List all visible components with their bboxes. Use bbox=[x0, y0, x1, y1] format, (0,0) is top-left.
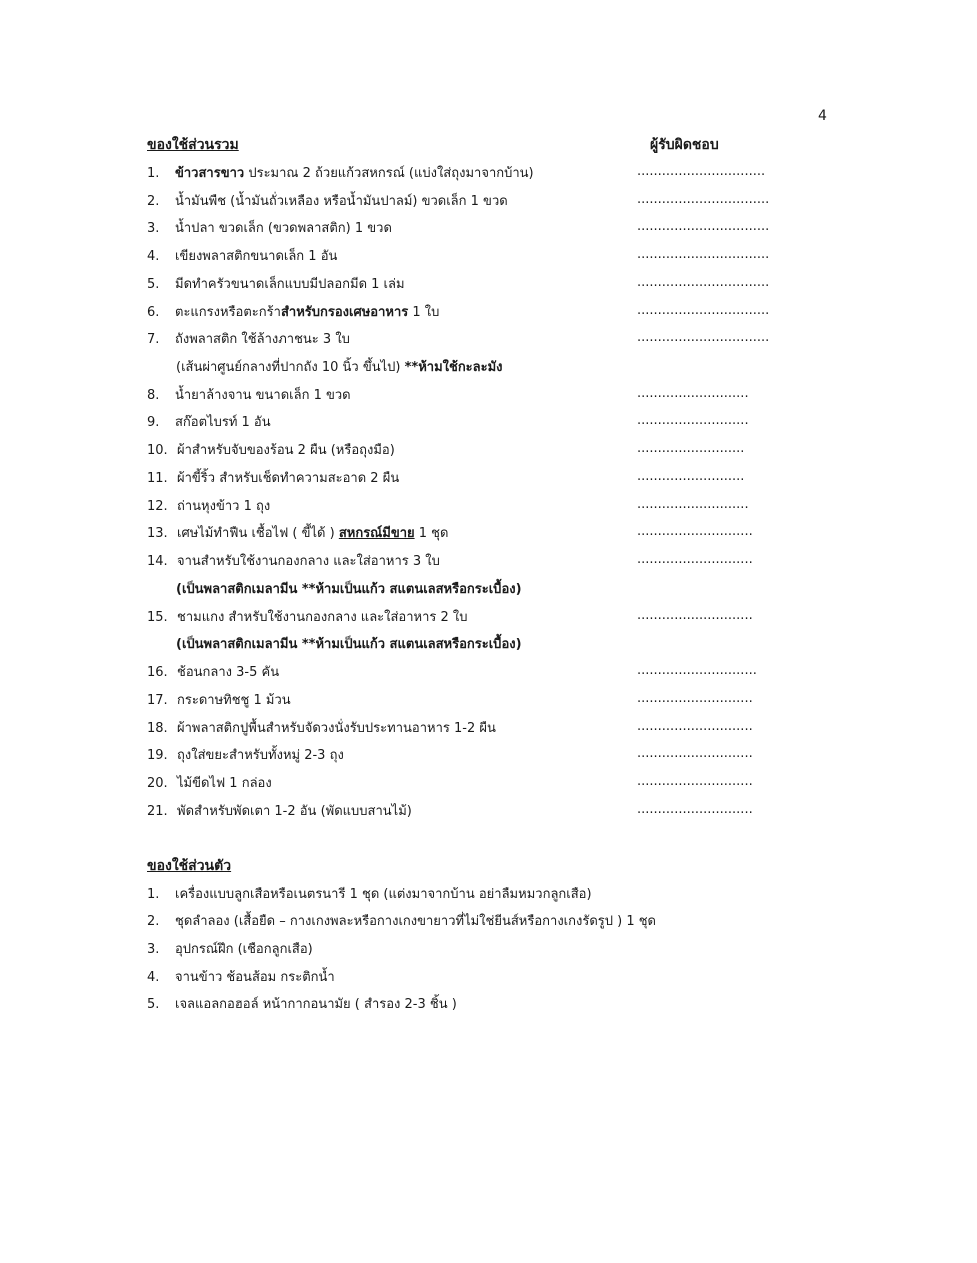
item-text: เครื่องแบบลูกเสือหรือเนตรนารี 1 ชุด (แต่งมาจากบ้าน อย่าลืมหมวกลูกเสือ) bbox=[175, 887, 592, 902]
responsible-blank: ............................ bbox=[637, 608, 753, 623]
item-text: ถ่านหุงข้าว 1 ถุง bbox=[177, 499, 271, 514]
list-item bbox=[147, 550, 440, 572]
list-item bbox=[147, 190, 508, 212]
responsible-blank: ............................. bbox=[637, 663, 757, 678]
item-bold: ข้าวสารขาว bbox=[175, 166, 245, 181]
item-text: กระดาษทิชชู 1 ม้วน bbox=[177, 693, 291, 708]
responsible-blank: ................................ bbox=[637, 247, 770, 262]
item-text: 1 ใบ bbox=[408, 305, 440, 320]
item-number: 14. bbox=[147, 554, 168, 569]
item-number: 8. bbox=[147, 388, 160, 403]
list-item bbox=[147, 301, 439, 323]
list-item bbox=[147, 162, 534, 184]
responsible-blank: ................................ bbox=[637, 219, 770, 234]
item-text: จานสำหรับใช้งานกองกลาง และใส่อาหาร 3 ใบ bbox=[177, 554, 440, 569]
item-text: สก๊อตไบรท์ 1 อัน bbox=[175, 415, 271, 430]
item-text: ชามแกง สำหรับใช้งานกองกลาง และใส่อาหาร 2 ใบ bbox=[177, 610, 468, 625]
item-number: 17. bbox=[147, 693, 168, 708]
list-item bbox=[147, 606, 468, 628]
list-item bbox=[147, 772, 272, 794]
item-note: (เป็นพลาสติกเมลามีน **ห้ามเป็นแก้ว สแตนเลสหรือกระเบื้อง) bbox=[176, 582, 522, 597]
item-text: ถังพลาสติก ใช้ล้างภาชนะ 3 ใบ bbox=[175, 332, 350, 347]
item-number: 9. bbox=[147, 415, 160, 430]
item-text: ตะแกรงหรือตะกร้า bbox=[175, 305, 281, 320]
item-number: 16. bbox=[147, 665, 168, 680]
item-text: ผ้าพลาสติกปูพื้นสำหรับจัดวงนั่งรับประทานอาหาร 1-2 ผืน bbox=[177, 721, 496, 736]
responsible-blank: ............................ bbox=[637, 746, 753, 761]
item-number: 1. bbox=[147, 887, 160, 902]
list-item bbox=[147, 245, 337, 267]
list-item bbox=[147, 938, 313, 960]
item-text: น้ำยาล้างจาน ขนาดเล็ก 1 ขวด bbox=[175, 388, 351, 403]
item-text: เขียงพลาสติกขนาดเล็ก 1 อัน bbox=[175, 249, 338, 264]
list-item bbox=[147, 993, 457, 1015]
responsible-blank: ................................ bbox=[637, 192, 770, 207]
item-number: 1. bbox=[147, 166, 160, 181]
item-number: 13. bbox=[147, 526, 168, 541]
item-number: 10. bbox=[147, 443, 168, 458]
item-number: 7. bbox=[147, 332, 160, 347]
responsible-blank: ............................... bbox=[637, 164, 766, 179]
item-text: อุปกรณ์ฝึก (เชือกลูกเสือ) bbox=[175, 942, 313, 957]
item-text: ชุดลำลอง (เสื้อยืด – กางเกงพละหรือกางเกงขายาวที่ไม่ใช่ยีนส์หรือกางเกงรัดรูป ) 1 ชุด bbox=[175, 914, 656, 929]
page-number: 4 bbox=[818, 108, 827, 124]
personal-items-title: ของใช้ส่วนตัว bbox=[147, 858, 232, 874]
note-bold: **ห้ามใช้กะละมัง bbox=[404, 360, 503, 375]
item-number: 21. bbox=[147, 804, 168, 819]
item-number: 3. bbox=[147, 221, 160, 236]
responsible-blank: .......................... bbox=[637, 469, 745, 484]
item-text: เศษไม้ทำฟืน เชื้อไฟ ( ขี้ได้ ) bbox=[177, 526, 339, 541]
responsible-blank: ............................ bbox=[637, 774, 753, 789]
item-text: ถุงใส่ขยะสำหรับทั้งหมู่ 2-3 ถุง bbox=[177, 748, 344, 763]
list-item bbox=[147, 910, 656, 932]
list-item bbox=[147, 689, 291, 711]
item-number: 6. bbox=[147, 305, 160, 320]
item-number: 15. bbox=[147, 610, 168, 625]
list-item bbox=[147, 883, 592, 905]
item-text: จานข้าว ช้อนส้อม กระติกน้ำ bbox=[175, 970, 335, 985]
item-number: 4. bbox=[147, 970, 160, 985]
list-item bbox=[147, 384, 351, 406]
list-item bbox=[147, 522, 448, 544]
item-number: 20. bbox=[147, 776, 168, 791]
item-number: 4. bbox=[147, 249, 160, 264]
item-note: (เป็นพลาสติกเมลามีน **ห้ามเป็นแก้ว สแตนเลสหรือกระเบื้อง) bbox=[176, 637, 522, 652]
responsible-blank: ................................ bbox=[637, 303, 770, 318]
item-number: 2. bbox=[147, 194, 160, 209]
item-note bbox=[176, 356, 503, 377]
item-number: 12. bbox=[147, 499, 168, 514]
item-bold: สำหรับกรองเศษอาหาร bbox=[280, 305, 409, 320]
item-text: พัดสำหรับพัดเตา 1-2 อัน (พัดแบบสานไม้) bbox=[177, 804, 412, 819]
list-item bbox=[147, 411, 271, 433]
item-bold-underline: สหกรณ์มีขาย bbox=[338, 526, 415, 541]
list-item bbox=[147, 439, 395, 461]
responsible-blank: ................................ bbox=[637, 275, 770, 290]
list-item bbox=[147, 717, 496, 739]
list-item bbox=[147, 273, 405, 295]
list-item bbox=[147, 467, 399, 489]
responsible-blank: ............................ bbox=[637, 552, 753, 567]
item-number: 18. bbox=[147, 721, 168, 736]
item-text: น้ำปลา ขวดเล็ก (ขวดพลาสติก) 1 ขวด bbox=[175, 221, 392, 236]
responsible-blank: ............................ bbox=[637, 719, 753, 734]
note-text: (เส้นผ่าศูนย์กลางที่ปากถัง 10 นิ้ว ขึ้นไป) bbox=[176, 360, 405, 375]
item-text: มีดทำครัวขนาดเล็กแบบมีปลอกมีด 1 เล่ม bbox=[175, 277, 405, 292]
item-text: ผ้าขี้ริ้ว สำหรับเช็ดทำความสะอาด 2 ผืน bbox=[177, 471, 400, 486]
responsible-blank: ............................ bbox=[637, 691, 753, 706]
responsible-header: ผู้รับผิดชอบ bbox=[650, 137, 719, 153]
item-text: เจลแอลกอฮอล์ หน้ากากอนามัย ( สำรอง 2-3 ชิ้น ) bbox=[175, 997, 457, 1012]
item-number: 5. bbox=[147, 997, 160, 1012]
item-text: ไม้ขีดไฟ 1 กล่อง bbox=[177, 776, 272, 791]
responsible-blank: ................................ bbox=[637, 330, 770, 345]
responsible-blank: ............................ bbox=[637, 524, 753, 539]
responsible-blank: .......................... bbox=[637, 441, 745, 456]
responsible-blank: ........................... bbox=[637, 497, 749, 512]
list-item bbox=[147, 966, 335, 988]
item-text: ประมาณ 2 ถ้วยแก้วสหกรณ์ (แบ่งใส่ถุงมาจากบ้าน) bbox=[244, 166, 534, 181]
list-item bbox=[147, 217, 392, 239]
item-number: 3. bbox=[147, 942, 160, 957]
list-item bbox=[147, 328, 350, 350]
responsible-blank: ........................... bbox=[637, 386, 749, 401]
item-number: 11. bbox=[147, 471, 168, 486]
list-item bbox=[147, 495, 270, 517]
item-text: 1 ชุด bbox=[414, 526, 449, 541]
shared-items-title: ของใช้ส่วนรวม bbox=[147, 137, 239, 153]
list-item bbox=[147, 800, 412, 822]
responsible-blank: ............................ bbox=[637, 802, 753, 817]
item-number: 2. bbox=[147, 914, 160, 929]
item-text: ผ้าสำหรับจับของร้อน 2 ผืน (หรือถุงมือ) bbox=[177, 443, 395, 458]
list-item bbox=[147, 661, 279, 683]
item-text: ช้อนกลาง 3-5 คัน bbox=[177, 665, 280, 680]
item-number: 19. bbox=[147, 748, 168, 763]
item-text: น้ำมันพืช (น้ำมันถั่วเหลือง หรือน้ำมันปาลม์) ขวดเล็ก 1 ขวด bbox=[175, 194, 508, 209]
item-number: 5. bbox=[147, 277, 160, 292]
responsible-blank: ........................... bbox=[637, 413, 749, 428]
list-item bbox=[147, 744, 344, 766]
